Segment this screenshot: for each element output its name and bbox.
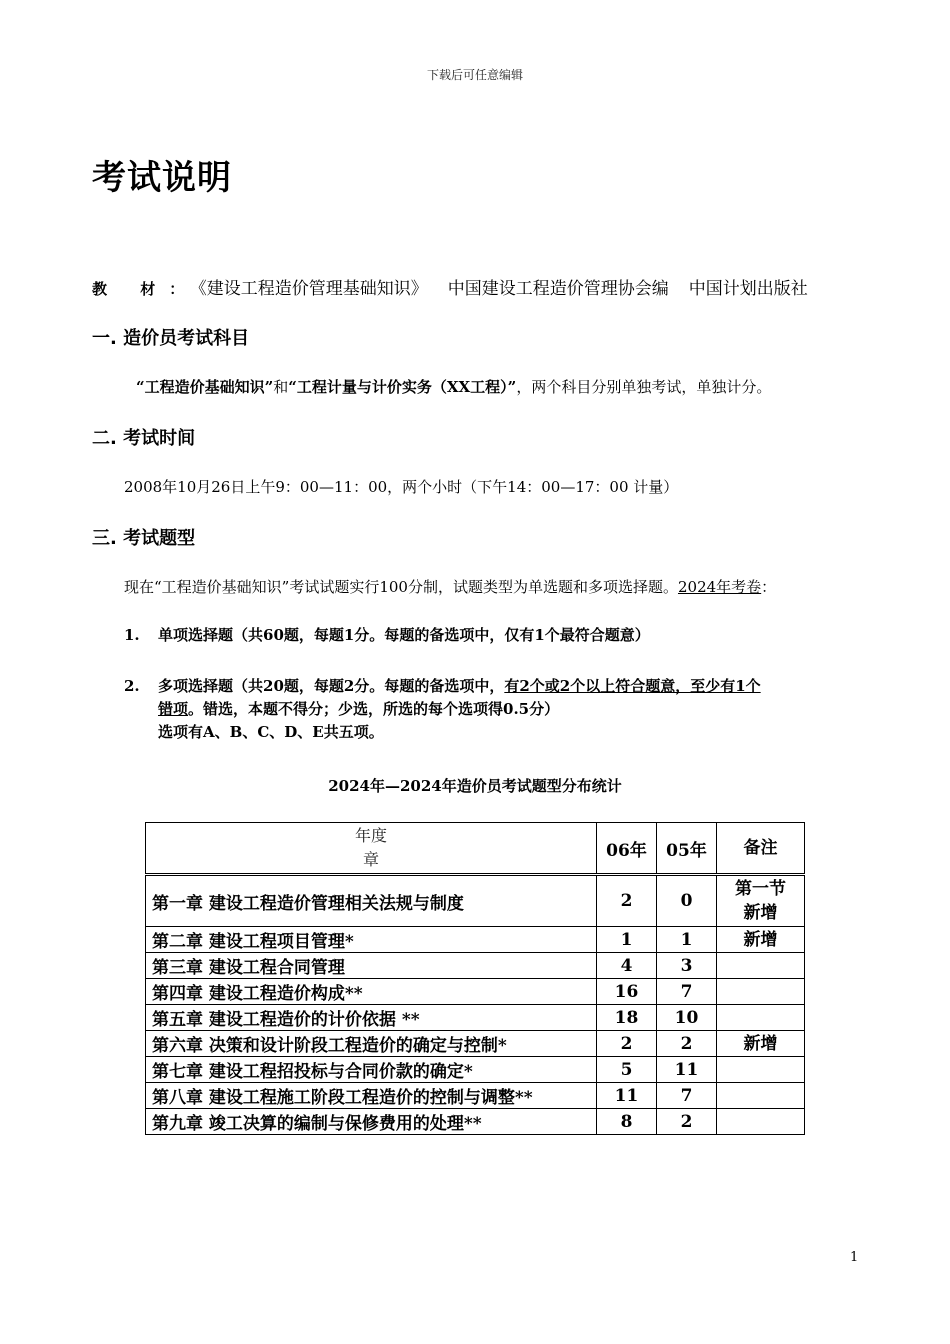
table-row xyxy=(146,1031,805,1057)
table-row xyxy=(146,875,805,927)
table-header-row xyxy=(146,823,805,875)
list-item-single-choice xyxy=(124,624,650,647)
note-cell xyxy=(717,875,805,927)
note-cell xyxy=(717,1005,805,1031)
year-05-cell: 1 xyxy=(657,927,717,953)
table-row xyxy=(146,1109,805,1135)
multi-text-d: 。错选，本题不得分；少选，所选的每个选项得0.5分） xyxy=(188,700,560,718)
year-05-cell: 3 xyxy=(657,953,717,979)
note-cell: 新增 xyxy=(717,927,805,953)
textbook-label: 教 材： xyxy=(92,280,199,298)
table-row xyxy=(146,979,805,1005)
types-intro-end: ： xyxy=(761,578,777,596)
year-05-cell: 11 xyxy=(657,1057,717,1083)
table-row xyxy=(146,927,805,953)
table-row xyxy=(146,1005,805,1031)
year-06-cell: 18 xyxy=(597,1005,657,1031)
note-cell xyxy=(717,1109,805,1135)
subject-1: “工程造价基础知识” xyxy=(136,378,274,396)
year-06-cell: 5 xyxy=(597,1057,657,1083)
textbook-publisher: 中国计划出版社 xyxy=(688,279,808,299)
chapter-cell: 第三章 建设工程合同管理 xyxy=(146,953,597,979)
year-06-cell: 11 xyxy=(597,1083,657,1109)
note-cell xyxy=(717,1057,805,1083)
corner-year-label: 年度 xyxy=(354,826,387,845)
table-row xyxy=(146,1083,805,1109)
table-caption: 2024年—2024年造价员考试题型分布统计 xyxy=(328,777,622,795)
exam-time-paragraph: 2008年10月26日上午9：00—11：00，两个小时（下午14：00—17：00 计量） xyxy=(124,478,679,496)
textbook-book: 《建设工程造价管理基础知识》 xyxy=(198,279,428,299)
column-header-05: 05年 xyxy=(657,823,717,875)
multi-text-a: 多项选择题（共20题，每题2分。每题的备选项中， xyxy=(158,677,505,695)
year-05-cell: 2 xyxy=(657,1031,717,1057)
year-06-cell: 16 xyxy=(597,979,657,1005)
year-06-cell: 8 xyxy=(597,1109,657,1135)
table-corner-cell xyxy=(146,823,597,875)
table-row xyxy=(146,1057,805,1083)
year-06-cell: 4 xyxy=(597,953,657,979)
subject-2: “工程计量与计价实务（XX工程）” xyxy=(288,378,517,396)
table-row xyxy=(146,953,805,979)
subjects-and: 和 xyxy=(273,378,289,396)
chapter-cell: 第一章 建设工程造价管理相关法规与制度 xyxy=(146,875,597,927)
multi-text-underlined: 有2个或2个以上符合题意，至少有1个 xyxy=(504,677,761,695)
textbook-editor: 中国建设工程造价管理协会编 xyxy=(447,279,669,299)
page-header: 下载后可任意编辑 xyxy=(426,68,523,82)
note-cell xyxy=(717,1083,805,1109)
question-distribution-table xyxy=(145,822,805,1135)
year-05-cell: 7 xyxy=(657,979,717,1005)
textbook-line xyxy=(92,274,808,299)
chapter-cell: 第八章 建设工程施工阶段工程造价的控制与调整** xyxy=(146,1083,597,1109)
year-05-cell: 0 xyxy=(657,875,717,927)
types-intro-text: 现在“工程造价基础知识”考试试题实行100分制，试题类型为单选题和多项选择题。 xyxy=(124,578,678,596)
exam-paper-link: 2024年考卷 xyxy=(677,578,762,596)
chapter-cell: 第四章 建设工程造价构成** xyxy=(146,979,597,1005)
note-cell xyxy=(717,953,805,979)
chapter-cell: 第七章 建设工程招投标与合同价款的确定* xyxy=(146,1057,597,1083)
page-number: 1 xyxy=(850,1250,859,1265)
multi-text-options: 选项有A、B、C、D、E共五项。 xyxy=(158,723,384,741)
section-heading-subjects: 一. 造价员考试科目 xyxy=(92,328,250,349)
page-title: 考试说明 xyxy=(92,158,232,198)
chapter-cell: 第五章 建设工程造价的计价依据 ** xyxy=(146,1005,597,1031)
chapter-cell: 第九章 竣工决算的编制与保修费用的处理** xyxy=(146,1109,597,1135)
list-item-text xyxy=(158,675,868,744)
list-item-text: 单项选择题（共60题，每题1分。每题的备选项中，仅有1个最符合题意） xyxy=(158,626,650,644)
note-line-2: 新增 xyxy=(743,903,778,923)
section-heading-time: 二. 考试时间 xyxy=(92,428,196,449)
corner-chapter-label: 章 xyxy=(362,850,379,869)
subjects-paragraph xyxy=(136,376,771,397)
year-05-cell: 10 xyxy=(657,1005,717,1031)
note-cell: 新增 xyxy=(717,1031,805,1057)
chapter-cell: 第二章 建设工程项目管理* xyxy=(146,927,597,953)
year-05-cell: 7 xyxy=(657,1083,717,1109)
multi-text-underlined-2: 错项 xyxy=(158,700,189,718)
list-item-number: 1. xyxy=(124,626,140,644)
subjects-rest: ，两个科目分别单独考试，单独计分。 xyxy=(516,378,772,396)
column-header-06: 06年 xyxy=(597,823,657,875)
year-06-cell: 2 xyxy=(597,1031,657,1057)
year-06-cell: 1 xyxy=(597,927,657,953)
list-item-number: 2. xyxy=(124,677,140,695)
note-line-1: 第一节 xyxy=(735,879,786,899)
column-header-note: 备注 xyxy=(717,823,805,875)
year-06-cell: 2 xyxy=(597,875,657,927)
chapter-cell: 第六章 决策和设计阶段工程造价的确定与控制* xyxy=(146,1031,597,1057)
types-intro-paragraph xyxy=(124,576,776,597)
year-05-cell: 2 xyxy=(657,1109,717,1135)
list-item-multi-choice xyxy=(124,675,761,741)
note-cell xyxy=(717,979,805,1005)
section-heading-types: 三. 考试题型 xyxy=(92,528,196,549)
